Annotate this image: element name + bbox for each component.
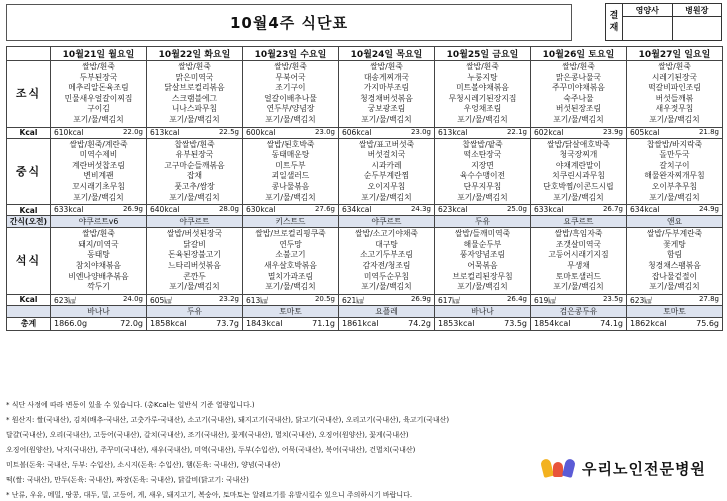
dish-item: 해물완자찌개무침 [644,171,705,181]
dish-item: 포기/물/백김치 [457,282,508,292]
kcal-cell [243,294,339,305]
dish-item: 쌀밥/흰죽 [370,62,403,71]
dish-item: 포기/물/백김치 [169,192,220,202]
snack-cell: 요플레 [339,305,435,317]
kcal-value: 606kcal [342,127,372,137]
protein-value: 23.0g [410,127,431,136]
dish-item: 쌀밥/흰죽 [562,62,595,71]
snack-cell: 검은콩두유 [531,305,627,317]
dish-item: 메추리알돈육조림 [68,83,129,93]
dish-item: 쌀밥/흰죽 [466,62,499,71]
breakfast-cell [435,61,531,128]
dish-item: 해물순두부 [463,239,502,249]
total-protein: 72.0g [120,318,143,328]
kcal-value: 602kcal [534,127,564,137]
dish-item: 쌀밥/흰죽 [82,229,115,239]
dish-item: 돼지/미역국 [78,239,119,249]
dish-item: 포기/물/백김치 [649,192,700,202]
kcal-value: 600kcal [246,127,276,137]
protein-value: 23.2g [218,294,239,303]
snack1-row [7,216,723,228]
dish-item: 미트두부 [275,160,306,170]
protein-value: 28.0g [218,205,239,214]
kcal-value: 640kcal [150,205,180,215]
dish-item: 새우젓무침 [655,104,694,114]
dish-item: 궁보광조림 [367,104,406,114]
protein-value: 24.9g [698,205,719,214]
kcal-value: 630kcal [246,205,276,215]
note-line: * 식단 사정에 따라 변동이 있을 수 있습니다. (총Kcal는 일반식 기준 열량입니다.) [6,401,255,409]
total-kcal: 1862kcal [630,318,667,328]
total-kcal: 1843kcal [246,318,283,328]
dish-item: 포기/물/백김치 [361,192,412,202]
dish-item: 연두망 [279,239,302,249]
dish-item: 풋고추/쌈장 [174,181,215,191]
dish-item: 무생채 [567,260,590,270]
kcal-value: 617㎉ [438,295,460,305]
dish-item: 가지마부조림 [363,83,410,93]
dish-item: 잡채 [186,171,203,181]
menu-table [6,46,723,331]
total-kcal: 1866.0g [54,318,88,328]
kcal-label: Kcal [7,127,51,138]
dish-item: 버섯걸치국 [367,150,406,160]
approval-sign-director [672,17,722,41]
total-label: 총계 [7,317,51,330]
dish-item: 소불고기 [275,250,306,260]
snack2-row [7,305,723,317]
dish-item: 누룽지탕 [467,72,498,82]
dish-item: 계란버섯찹조림 [72,160,125,170]
kcal-cell [147,294,243,305]
kcal-cell [627,127,723,138]
dish-item: 야채계란말이 [555,160,602,170]
dish-item: 콩나물볶음 [271,181,310,191]
dish-item: 치쿠린시과무침 [552,171,605,181]
dish-item: 주꾸미야채볶음 [552,83,605,93]
dish-item: 소고기두부조림 [360,250,413,260]
dish-item: 유부된장국 [175,150,214,160]
dish-item: 포기/물/백김치 [553,192,604,202]
total-kcal: 1854kcal [534,318,571,328]
protein-value: 26.9g [122,205,143,214]
dish-item: 시레기된장국 [651,72,698,82]
snack-cell: 야쿠르트v6 [51,216,147,228]
dish-item: 쌀밥/흰죽 [658,62,691,71]
dish-item: 감자전/청조림 [362,260,411,270]
total-protein: 73.7g [216,318,239,328]
dish-item: 쌀밥/닭살애호박죽 [547,139,610,149]
dish-item: 쌀밥/표고버섯죽 [358,139,415,149]
dish-item: 찹쌀밥/흰죽 [174,139,215,149]
dish-item: 우엉채조림 [463,104,502,114]
dish-item: 오이지무침 [367,181,406,191]
dish-item: 닭살브로컬리볶음 [164,83,225,93]
snack-cell: 토마토 [243,305,339,317]
dish-item: 함림 [666,250,683,260]
dish-item: 니나스파무침 [171,104,218,114]
dish-item: 멸치가과조림 [267,271,314,281]
dish-item: 콘깐두 [183,271,206,281]
total-kcal: 1853kcal [438,318,475,328]
note-line: 달걀(국내산), 오리(국내산), 고등어(국내산), 갈치(국내산), 조기(국내산), 꽃게(국내산), 멸치(국내산), 오징어(원양산), 꽃게(국내산) [6,431,409,439]
dish-item: 풍자양념조림 [459,250,506,260]
protein-value: 26.4g [506,294,527,303]
total-cell [147,317,243,330]
protein-value: 23.0g [314,127,335,136]
dish-item: 조갯살미역국 [555,239,602,249]
breakfast-cell [339,61,435,128]
snack-cell: 야쿠르트 [147,216,243,228]
dish-item: 쌀밥/흰죽/계란죽 [69,139,128,149]
kcal-cell [147,205,243,216]
kcal-cell [531,205,627,216]
dish-item: 돈육된장불고기 [168,250,221,260]
dish-item: 시과카레 [371,160,402,170]
kcal-cell [51,294,147,305]
dish-item: 대송게찌개국 [363,72,410,82]
protein-value: 26.7g [602,205,623,214]
total-cell [243,317,339,330]
breakfast-row [7,61,723,128]
kcal-cell [339,205,435,216]
approval-label: 결 재 [606,4,623,41]
lunch-cell [51,138,147,205]
lunch-label: 중식 [7,138,51,205]
dish-item: 닭갈비 [183,239,206,249]
dish-item: 동태탕 [87,250,110,260]
dish-item: 쌀밥/버섯된장국 [166,229,223,239]
dish-item: 무청시레기된장지짐 [448,93,517,103]
dish-item: 고등어시래기지짐 [548,250,609,260]
dinner-cell [531,228,627,295]
kcal-value: 610kcal [54,127,84,137]
dish-item: 어묵볶음 [467,260,498,270]
dish-item: 포기/물/백김치 [553,282,604,292]
kcal-cell [51,127,147,138]
protein-value: 22.5g [218,127,239,136]
kcal-value: 633kcal [534,205,564,215]
dish-item: 오이부추무침 [651,181,698,191]
kcal-value: 623㎉ [630,295,652,305]
breakfast-cell [531,61,627,128]
kcal-value: 633kcal [54,205,84,215]
dinner-label: 석식 [7,228,51,295]
dish-item: 찹쌀밥/바지락죽 [646,139,703,149]
dinner-cell [243,228,339,295]
kcal-cell [627,294,723,305]
dish-item: 포기/물/백김치 [649,114,700,124]
kcal-value: 623㎉ [54,295,76,305]
dish-item: 쌀밥/두부계란죽 [646,229,703,239]
protein-value: 26.9g [410,294,431,303]
kcal-label: Kcal [7,205,51,216]
dish-item: 대구탕 [375,239,398,249]
note-line: 오징어(원양산), 낙지(국내산), 주꾸미(국내산), 새우(국내산), 미역(국내산), 두부(수입산), 어묵(국내산), 북어(국내산), 건멸치(국내산) [6,446,416,454]
total-protein: 75.6g [696,318,719,328]
dish-item: 비엔나양배추볶음 [68,271,129,281]
header-row [7,47,723,61]
dish-item: 육수수맹이전 [459,171,506,181]
dish-item: 무북어국 [275,72,306,82]
kcal-cell [51,205,147,216]
breakfast-cell [51,61,147,128]
dish-item: 스크램블에그 [171,93,218,103]
kcal-value: 605kcal [630,127,660,137]
dish-item: 찹쌀밥/팥죽 [462,139,503,149]
snack-cell: 앤요 [627,216,723,228]
dish-item: 맑은미역국 [175,72,214,82]
dish-item: 미역수제비 [79,150,118,160]
breakfast-cell [627,61,723,128]
total-row [7,317,723,330]
dish-item: 떡소탄장국 [463,150,502,160]
dish-item: 청경채스팸볶음 [648,260,701,270]
approval-table [605,3,722,41]
note-line: * 원산지: 쌀(국내산), 김치(배추-국내산, 고춧가루-국내산), 소고기(국내산), 돼지고기(국내산), 닭고기(국내산), 오리고기(국내산), 육고기(국내산) [6,416,450,424]
dish-item: 쌀밥/흰죽 [82,62,115,71]
dish-item: 동태매운탕 [271,150,310,160]
dish-item: 연두부/양념장 [266,104,315,114]
dish-item: 단무지무침 [463,181,502,191]
total-protein: 73.5g [504,318,527,328]
day-header: 10월26일 토요일 [531,47,627,61]
dish-item: 잡나물겉절이 [651,271,698,281]
dish-item: 청국장찌개 [559,150,598,160]
protein-value: 23.9g [602,127,623,136]
total-kcal: 1858kcal [150,318,187,328]
kcal-value: 619㎉ [534,295,556,305]
total-protein: 74.1g [600,318,623,328]
dish-item: 포기/물/백김치 [169,282,220,292]
kcal-value: 613㎉ [246,295,268,305]
dish-item: 꼬시래기초무침 [72,181,125,191]
kcal-cell [627,205,723,216]
dish-item: 참치야채볶음 [75,260,122,270]
dish-item: 숙주나물 [563,93,594,103]
snack-cell: 바나나 [435,305,531,317]
dish-item: 단호박찜/이콘드시립 [543,181,614,191]
day-header: 10월24일 목요일 [339,47,435,61]
dish-item: 지장면 [471,160,494,170]
dinner-cell [627,228,723,295]
dish-item: 포기/물/백김치 [265,282,316,292]
note-line: 떡(쌀: 국내산), 만두(돈육: 국내산), 짜장(돈육: 국내산), 닭갈비(닭고기: 국내산) [6,476,249,484]
day-header: 10월25일 금요일 [435,47,531,61]
dish-item: 포기/물/백김치 [649,282,700,292]
dinner-cell [435,228,531,295]
dish-item: 떡갈비파인조림 [648,83,701,93]
snack2-label [7,305,51,317]
kcal-value: 634kcal [630,205,660,215]
dish-item: 포기/물/백김치 [265,114,316,124]
title-box [6,4,572,41]
total-kcal: 1861kcal [342,318,379,328]
dish-item: 버섯들깨볶 [655,93,694,103]
dish-item: 갈치구이 [659,160,690,170]
lunch-cell [627,138,723,205]
day-header: 10월27일 일요일 [627,47,723,61]
dish-item: 깍두기 [87,282,110,292]
kcal-value: 621㎉ [342,295,364,305]
hospital-logo-icon [540,457,576,479]
dish-item: 괴일샐러드 [271,171,310,181]
kcal-cell [243,127,339,138]
dish-item: 미역두순무침 [363,271,410,281]
dish-item: 두부된장국 [79,72,118,82]
kcal-cell [243,205,339,216]
dish-item: 포기/물/백김치 [361,114,412,124]
page-title: 10월4주 식단표 [230,14,348,32]
dish-item: 쌀밥/흰죽 [178,62,211,71]
dish-item: 쌀밥/흰죽 [274,62,307,71]
dish-item: 느타리버섯볶음 [168,260,221,270]
lunch-kcal-row [7,205,723,216]
kcal-value: 623kcal [438,205,468,215]
dish-item: 쌀밥/브로컬리핑쿠죽 [255,229,326,239]
protein-value: 22.0g [122,127,143,136]
kcal-cell [147,127,243,138]
dish-item: 포기/물/백김치 [361,282,412,292]
approval-col-nutritionist: 영양사 [623,4,673,17]
hospital-footer [540,456,706,480]
dish-item: 구이김 [87,104,110,114]
snack-cell: 토마토 [627,305,723,317]
snack-cell: 요쿠르트 [531,216,627,228]
kcal-cell [339,294,435,305]
dish-item: 포기/물/백김치 [73,192,124,202]
dish-item: 포기/물/백김치 [169,114,220,124]
dish-item: 조기구이 [275,83,306,93]
lunch-cell [531,138,627,205]
corner-cell [7,47,51,61]
dish-item: 쌀밥/흑임자죽 [554,229,603,239]
protein-value: 27.6g [314,205,335,214]
snack-cell: 야쿠르트 [339,216,435,228]
kcal-cell [435,205,531,216]
dish-item: 포기/물/백김치 [457,192,508,202]
lunch-cell [339,138,435,205]
kcal-cell [531,294,627,305]
breakfast-cell [147,61,243,128]
note-line: 미트볼(돈육: 국내산, 두부: 수입산), 소시지(돈육: 수입산), 햄(돈육: 국내산), 양념(국내산) [6,461,281,469]
dish-item: 청경채버섯볶음 [360,93,413,103]
total-protein: 71.1g [312,318,335,328]
protein-value: 23.5g [602,294,623,303]
kcal-cell [339,127,435,138]
dish-item: 포기/물/백김치 [457,114,508,124]
protein-value: 25.0g [506,205,527,214]
kcal-value: 613kcal [438,127,468,137]
dish-item: 포기/물/백김치 [265,192,316,202]
breakfast-kcal-row [7,127,723,138]
dish-item: 쌀밥/소고기야채죽 [355,229,418,239]
snack-cell: 두유 [147,305,243,317]
dish-item: 포기/물/백김치 [553,114,604,124]
day-header: 10월22일 화요일 [147,47,243,61]
dinner-row [7,228,723,295]
dish-item: 순두부계란찜 [363,171,410,181]
kcal-cell [531,127,627,138]
protein-value: 22.1g [506,127,527,136]
kcal-cell [435,127,531,138]
dish-item: 버섯된장조림 [555,104,602,114]
note-line: * 난류, 우유, 메밀, 땅콩, 대두, 밀, 고등어, 게, 새우, 돼지고기, 복숭아, 토마토는 알레르기를 유발시킬수 있으니 주의하시기 바랍니다. [6,491,413,499]
total-cell [339,317,435,330]
snack-cell: 바나나 [51,305,147,317]
dish-item: 토마토샐러드 [555,271,602,281]
day-header: 10월21일 월요일 [51,47,147,61]
protein-value: 27.8g [698,294,719,303]
dish-item: 쌀밥/된호박죽 [266,139,315,149]
lunch-cell [243,138,339,205]
hospital-name: 우리노인전문병원 [582,459,706,478]
day-header: 10월23일 수요일 [243,47,339,61]
total-cell [51,317,147,330]
protein-value: 24.0g [122,294,143,303]
notes [6,398,722,501]
total-cell [435,317,531,330]
dish-item: 민물새우얼갈이찌짐 [64,93,133,103]
dish-item: 브로컬리된장무침 [452,271,513,281]
dish-item: 맑은콩나물국 [555,72,602,82]
dinner-kcal-row [7,294,723,305]
kcal-value: 634kcal [342,205,372,215]
kcal-value: 613kcal [150,127,180,137]
dinner-cell [339,228,435,295]
breakfast-cell [243,61,339,128]
kcal-value: 605㎉ [150,295,172,305]
lunch-row [7,138,723,205]
lunch-cell [435,138,531,205]
total-cell [531,317,627,330]
dish-item: 돌만두국 [659,150,690,160]
dish-item: 쌀밥/들깨미역죽 [454,229,511,239]
dish-item: 꽃게탕 [663,239,686,249]
dish-item: 새우살호박볶음 [264,260,317,270]
dish-item: 고구마순들깨볶음 [164,160,225,170]
dinner-cell [51,228,147,295]
snack1-label: 간식(오전) [7,216,51,228]
approval-sign-nutritionist [623,17,673,41]
kcal-cell [435,294,531,305]
dish-item: 미트볼야채볶음 [456,83,509,93]
dish-item: 변비계괜 [83,171,114,181]
breakfast-label: 조식 [7,61,51,128]
snack-cell: 두유 [435,216,531,228]
total-cell [627,317,723,330]
approval-col-director: 병원장 [672,4,722,17]
protein-value: 21.8g [698,127,719,136]
dish-item: 포기/물/백김치 [73,114,124,124]
kcal-label: Kcal [7,294,51,305]
protein-value: 24.3g [410,205,431,214]
lunch-cell [147,138,243,205]
protein-value: 20.5g [314,294,335,303]
dish-item: 얼갈이배추나물 [264,93,317,103]
snack-cell: 키스트드 [243,216,339,228]
total-protein: 74.2g [408,318,431,328]
dinner-cell [147,228,243,295]
